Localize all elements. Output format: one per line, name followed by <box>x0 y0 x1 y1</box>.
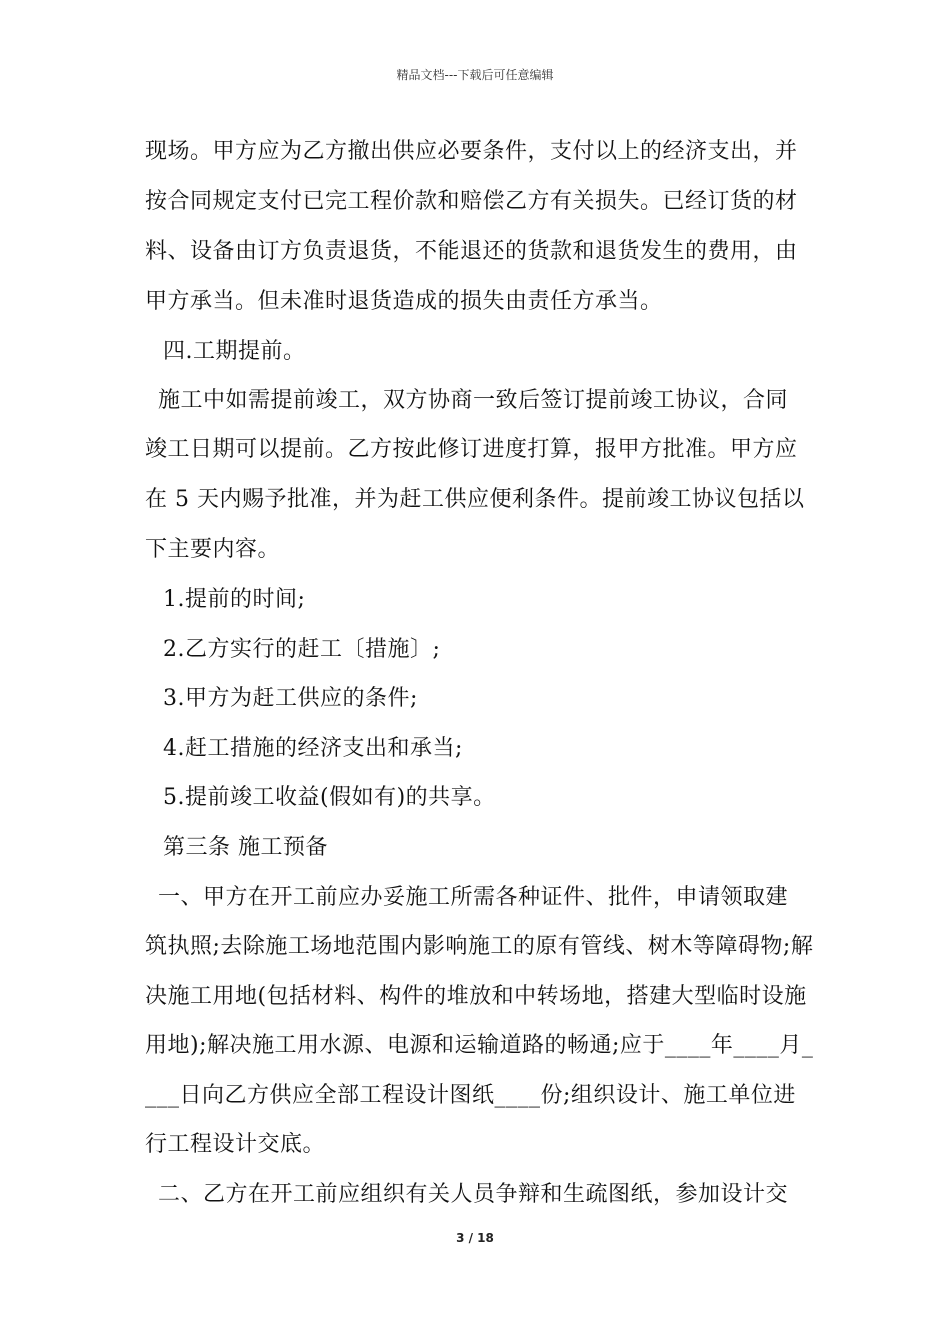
paragraph-line: 现场。甲方应为乙方撤出供应必要条件，支付以上的经济支出，并 <box>145 139 798 164</box>
article-heading: 第三条 施工预备 <box>163 835 328 860</box>
paragraph-line: 施工中如需提前竣工，双方协商一致后签订提前竣工协议，合同 <box>158 388 789 413</box>
page-number: 3 / 18 <box>456 1231 494 1245</box>
section-heading: 四.工期提前。 <box>163 339 306 364</box>
paragraph-line: ___日向乙方供应全部工程设计图纸____份;组织设计、施工单位进 <box>145 1083 796 1108</box>
paragraph-line: 料、设备由订方负责退货，不能退还的货款和退货发生的费用，由 <box>145 239 798 264</box>
paragraph-line: 竣工日期可以提前。乙方按此修订进度打算，报甲方批准。甲方应 <box>145 437 798 462</box>
page-header: 精品文档---下载后可任意编辑 <box>396 68 554 82</box>
list-item: 5.提前竣工收益(假如有)的共享。 <box>163 785 496 810</box>
paragraph-line: 在 5 天内赐予批准，并为赶工供应便利条件。提前竣工协议包括以 <box>145 487 805 512</box>
paragraph-line: 决施工用地(包括材料、构件的堆放和中转场地，搭建大型临时设施 <box>145 984 807 1009</box>
paragraph-line: 二、乙方在开工前应组织有关人员争辩和生疏图纸，参加设计交 <box>158 1182 789 1207</box>
list-item: 2.乙方实行的赶工〔措施〕; <box>163 637 441 662</box>
paragraph-line: 甲方承当。但未准时退货造成的损失由责任方承当。 <box>145 289 663 314</box>
paragraph-line: 行工程设计交底。 <box>145 1132 326 1157</box>
list-item: 1.提前的时间; <box>163 587 306 612</box>
paragraph-line: 下主要内容。 <box>145 537 281 562</box>
paragraph-line: 一、甲方在开工前应办妥施工所需各种证件、批件，申请领取建 <box>158 885 789 910</box>
paragraph-line: 用地);解决施工用水源、电源和运输道路的畅通;应于____年____月_ <box>145 1033 814 1058</box>
paragraph-line: 筑执照;去除施工场地范围内影响施工的原有管线、树木等障碍物;解 <box>145 934 814 959</box>
list-item: 3.甲方为赶工供应的条件; <box>163 686 418 711</box>
list-item: 4.赶工措施的经济支出和承当; <box>163 736 463 761</box>
paragraph-line: 按合同规定支付已完工程价款和赔偿乙方有关损失。已经订货的材 <box>145 189 798 214</box>
